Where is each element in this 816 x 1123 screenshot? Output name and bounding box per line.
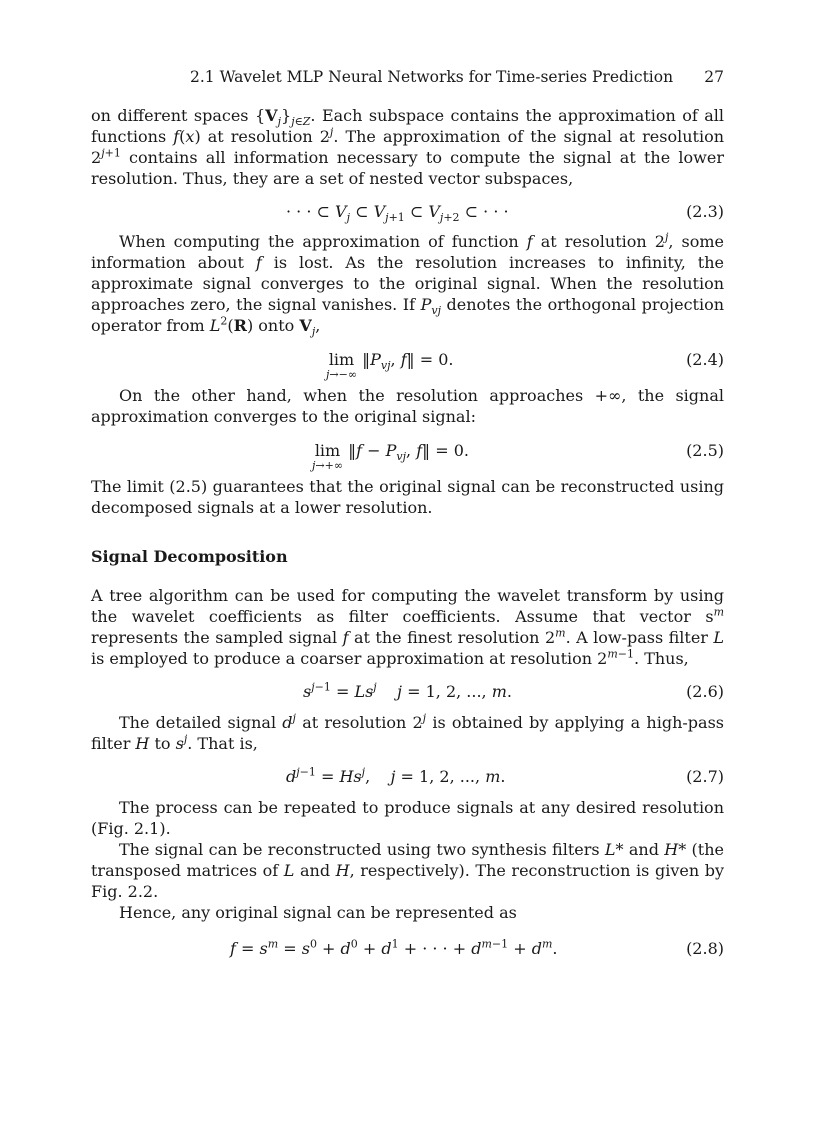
equation-2-6-number: (2.6)	[686, 682, 724, 701]
equation-2-5	[91, 440, 724, 470]
paragraph-detailed-signal: The detailed signal $d^j$ at resolution 2$^j$ is obtained by applying a high-pass filter H to $s^j$. That is,	[91, 711, 725, 753]
paragraph-synthesis: The signal can be reconstructed using two synthesis filters L* and H* (the transposed matrices of L and H, respectively). The reconstruction is given by Fig. 2.2.	[91, 840, 724, 901]
paragraph-reconstruct: The limit (2.5) guarantees that the original signal can be reconstructed using decomposed signals at a lower resolution.	[91, 477, 724, 517]
equation-2-3-number: (2.3)	[686, 202, 724, 221]
equation-2-8	[91, 938, 724, 958]
section-heading: Signal Decomposition	[91, 547, 288, 566]
equation-2-7-math: $d^{j-1} = Hs^j$, j = 1, 2, ..., m.	[286, 765, 506, 786]
equation-2-4	[91, 349, 724, 379]
equation-2-4-math: lim j→−∞ $‖P_{vj}$, f‖ = 0.	[326, 350, 454, 381]
paragraph-tree-algorithm: A tree algorithm can be used for computing the wavelet transform by using the wavelet coefficients as filter coefficients. Assume that vector $s^m$ represents the sampled signal f at the finest resolution 2$^m$. A low-pass filter L is employed to produce a coarser approximation at resolution $2^{m-1}$. Thus,	[91, 586, 725, 668]
equation-2-3-math: · · · ⊂ $V_j$ ⊂ $V_{j+1}$ ⊂ $V_{j+2}$ ⊂ · · ·	[286, 202, 509, 225]
equation-2-8-number: (2.8)	[686, 939, 724, 958]
equation-2-6-math: $s^{j-1} = Ls^j$ j = 1, 2, ..., m.	[303, 680, 512, 701]
equation-2-7-number: (2.7)	[686, 767, 724, 786]
equation-2-6	[91, 681, 724, 701]
equation-2-5-math: lim j→+∞ ‖f − $P_{vj}$, f‖ = 0.	[312, 441, 469, 472]
paragraph-subspaces: on different spaces $\{V_j\}_{j\in Z}$. Each subspace contains the approximation of all functions f(x) at resolution 2$^j$. The approximation of the signal at resolution $2^{j+1}$ contains all information necessary to compute the signal at the lower resolution. Thus, they are a set of nested vector subspaces,	[91, 106, 725, 188]
header-title: 2.1 Wavelet MLP Neural Networks for Time-series Prediction	[190, 68, 674, 86]
paragraph-resolution: When computing the approximation of function f at resolution 2$^j$, some information about f is lost. As the resolution increases to infinity, the approximate signal converges to the original signal. When the resolution approaches zero, the signal vanishes. If $P_{vj}$ denotes the orthogonal projection operator from $L^2(R)$ onto $V_j$,	[91, 230, 725, 339]
equation-2-8-math: $f = s^m = s^0 + d^0 + d^1$ + · · · + $d^{m-1} + d^m$.	[230, 937, 558, 958]
equation-2-7	[91, 766, 724, 786]
paragraph-limit: On the other hand, when the resolution approaches +∞, the signal approximation converges to the original signal:	[91, 386, 724, 426]
equation-2-5-number: (2.5)	[686, 441, 724, 460]
page-number: 27	[704, 68, 724, 86]
paragraph-hence: Hence, any original signal can be represented as	[119, 903, 517, 922]
equation-2-4-number: (2.4)	[686, 350, 724, 369]
equation-2-3	[91, 201, 724, 225]
body-text	[91, 105, 724, 958]
paragraph-process: The process can be repeated to produce signals at any desired resolution (Fig. 2.1).	[91, 798, 724, 838]
